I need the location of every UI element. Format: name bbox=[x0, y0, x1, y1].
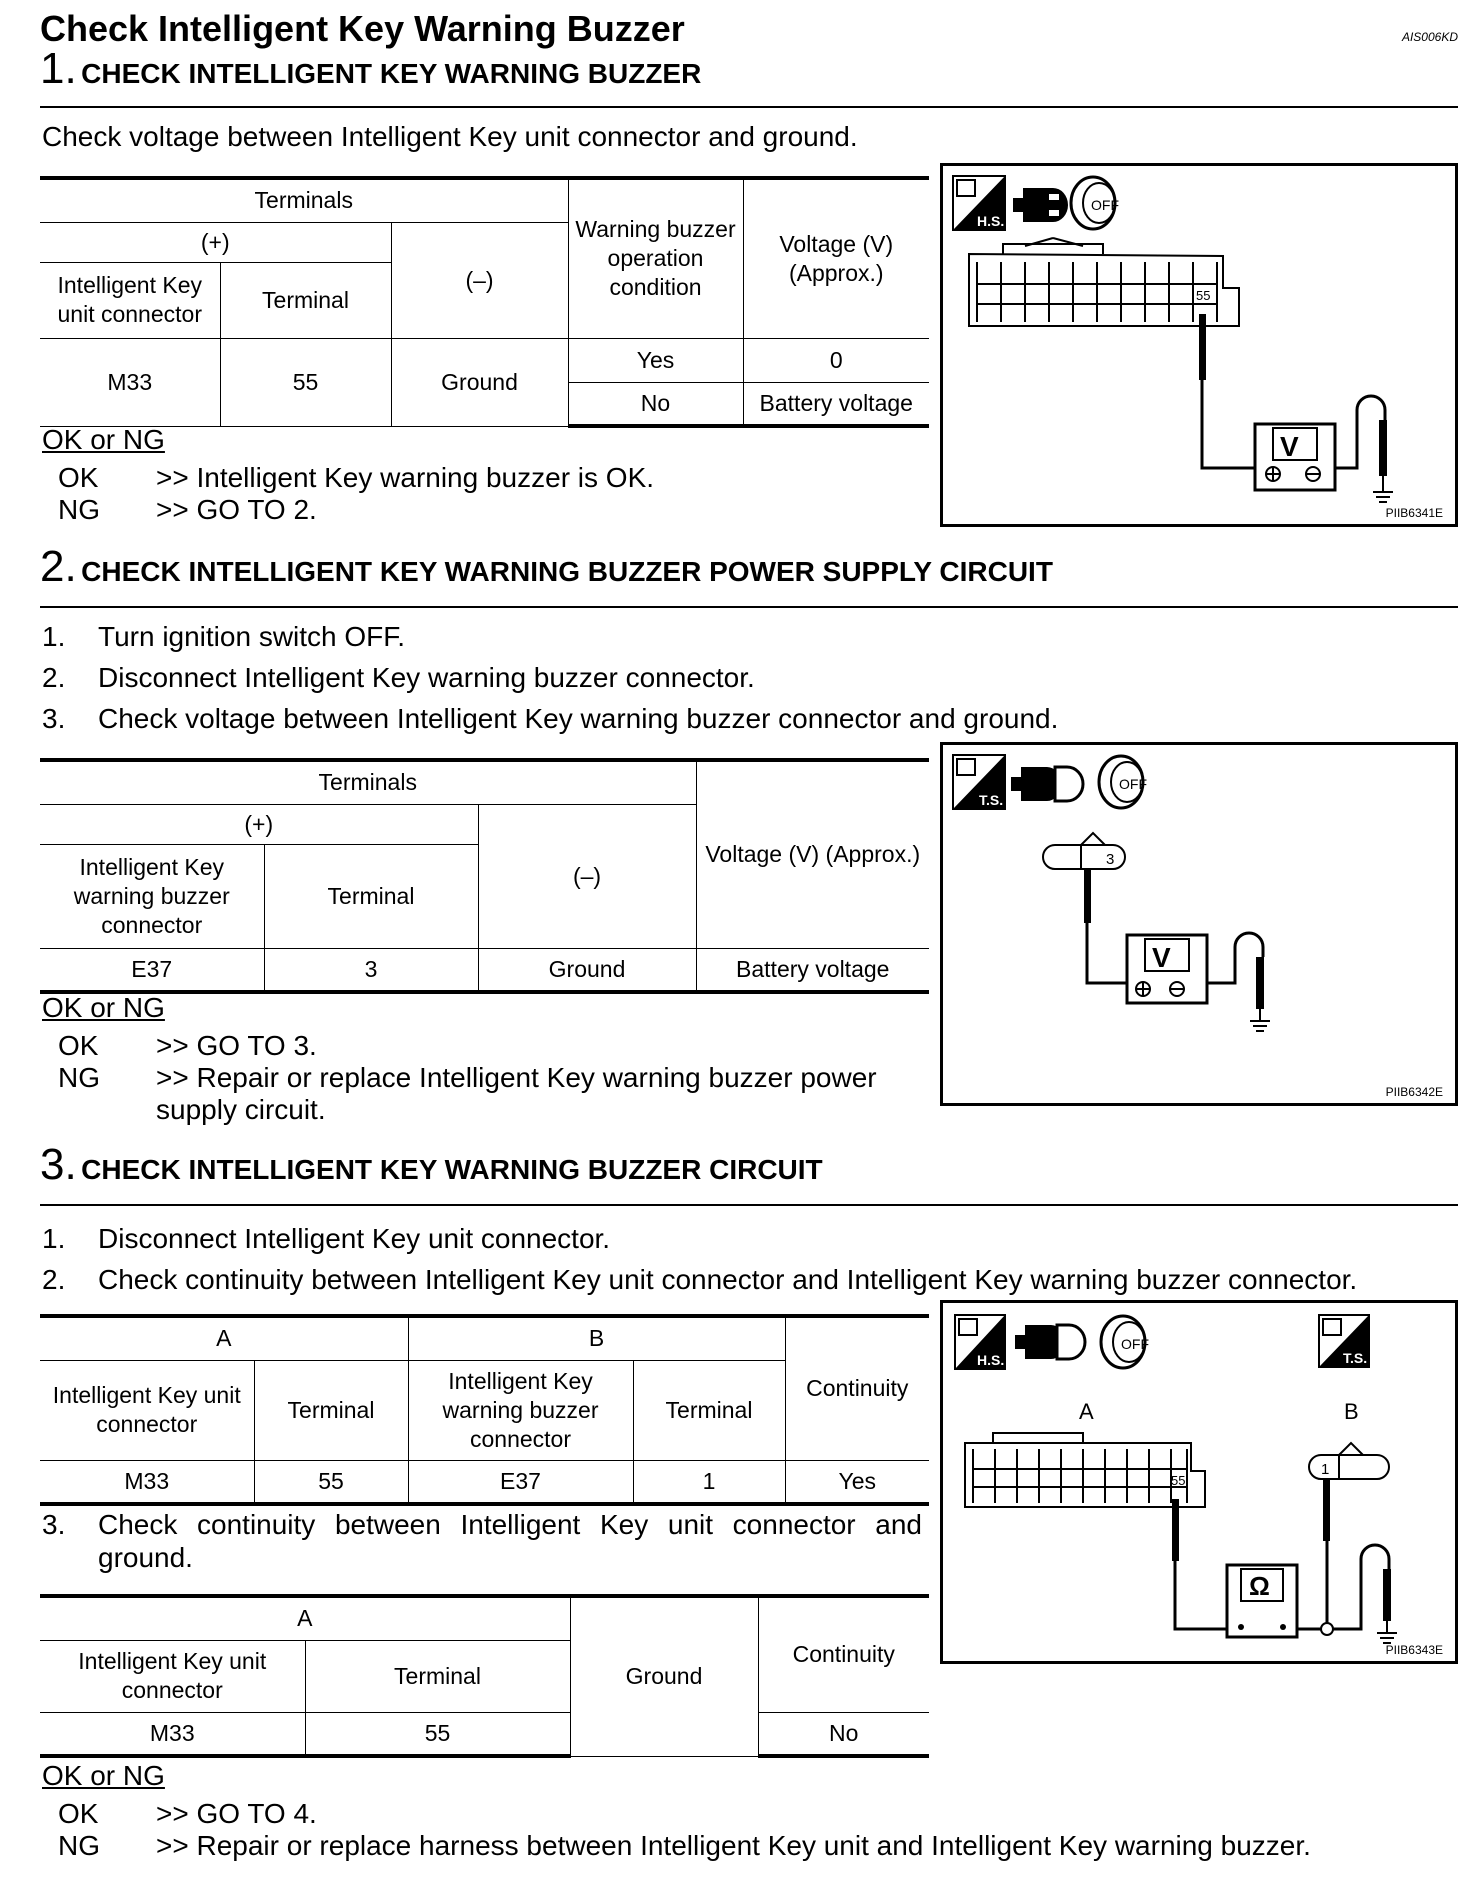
voltmeter-icon bbox=[1127, 935, 1207, 1003]
ok-text: >> GO TO 3. bbox=[156, 1030, 317, 1061]
ignition-key-icon bbox=[1101, 1316, 1149, 1368]
step1-voltage-header: Voltage (V) (Approx.) bbox=[743, 178, 929, 338]
svg-text:V: V bbox=[1152, 942, 1171, 973]
list-item: Disconnect Intelligent Key unit connector. bbox=[98, 1223, 611, 1254]
col-a-header: A bbox=[40, 1316, 408, 1360]
connector-cell: M33 bbox=[40, 1712, 305, 1756]
step2-ok-ng bbox=[42, 992, 922, 1126]
terminal-b-header: Terminal bbox=[633, 1360, 785, 1460]
ng-label: NG bbox=[58, 1830, 100, 1861]
step1-condition-header: Warning buzzer operation condition bbox=[568, 178, 743, 338]
step1-minus-header: (–) bbox=[391, 222, 568, 338]
step2-connector-cell: E37 bbox=[40, 948, 264, 992]
continuity-header: Continuity bbox=[758, 1596, 929, 1712]
step2-table bbox=[40, 758, 929, 994]
svg-text:OFF: OFF bbox=[1121, 1336, 1149, 1352]
terminal-a-header: Terminal bbox=[254, 1360, 408, 1460]
ignition-key-icon bbox=[1071, 177, 1119, 229]
step3-header bbox=[40, 1140, 823, 1190]
step1-condition-cell: Yes bbox=[568, 338, 743, 382]
ng-text: >> GO TO 2. bbox=[156, 494, 317, 525]
list-item: Disconnect Intelligent Key warning buzzer connector. bbox=[98, 662, 755, 693]
connector-a-header: Intelligent Key unit connector bbox=[40, 1360, 254, 1460]
step1-diagram bbox=[943, 166, 1455, 524]
figure-code: PIIB6341E bbox=[1385, 506, 1443, 520]
step2-voltage-header: Voltage (V) (Approx.) bbox=[696, 760, 929, 948]
step3-figure bbox=[940, 1300, 1458, 1664]
step2-ground-cell: Ground bbox=[478, 948, 696, 992]
step3-item3: 3. Check continuity between Intelligent Key unit connector and ground. bbox=[42, 1509, 922, 1573]
ng-text: >> Repair or replace harness between Intelligent Key unit and Intelligent Key warning buzzer. bbox=[156, 1830, 1311, 1861]
ng-label: NG bbox=[58, 494, 100, 525]
step1-voltage-cell: 0 bbox=[743, 338, 929, 382]
ts-badge-icon bbox=[1319, 1315, 1369, 1367]
figure-code: PIIB6343E bbox=[1385, 1643, 1443, 1657]
step2-voltage-cell: Battery voltage bbox=[696, 948, 929, 992]
step2-number: 2. bbox=[40, 542, 77, 591]
ng-label: NG bbox=[58, 1062, 100, 1093]
col-a-header: A bbox=[40, 1596, 570, 1640]
svg-text:T.S.: T.S. bbox=[1343, 1350, 1368, 1366]
terminal-b-cell: 1 bbox=[633, 1460, 785, 1504]
ground-lead bbox=[1333, 1545, 1389, 1629]
svg-text:OFF: OFF bbox=[1091, 197, 1119, 213]
step1-terminal-cell: 55 bbox=[220, 338, 391, 426]
ok-label: OK bbox=[58, 1798, 99, 1829]
probe-icon bbox=[1256, 957, 1264, 1009]
doc-code: AIS006KD bbox=[1401, 30, 1458, 44]
step2-diagram bbox=[943, 745, 1455, 1103]
connector-b-header: Intelligent Key warning buzzer connector bbox=[408, 1360, 633, 1460]
step3-diagram bbox=[943, 1303, 1455, 1661]
pin-label: 55 bbox=[1171, 1473, 1186, 1488]
list-item: Check voltage between Intelligent Key warning buzzer connector and ground. bbox=[98, 703, 1059, 734]
step2-terminal-header: Terminal bbox=[264, 844, 478, 948]
step2-header bbox=[40, 542, 1053, 592]
ok-ng-heading: OK or NG bbox=[42, 1760, 165, 1791]
step2-connector-header: Intelligent Key warning buzzer connector bbox=[40, 844, 264, 948]
figure-code: PIIB6342E bbox=[1385, 1085, 1443, 1099]
ground-cell: Ground bbox=[570, 1596, 758, 1756]
svg-text:V: V bbox=[1280, 431, 1299, 462]
probe-icon bbox=[1379, 420, 1387, 476]
continuity-cell: Yes bbox=[785, 1460, 929, 1504]
test-lead bbox=[1297, 1541, 1327, 1629]
junction-icon bbox=[1321, 1623, 1333, 1635]
ground-icon bbox=[1377, 1621, 1397, 1643]
step1-terminal-header: Terminal bbox=[220, 262, 391, 338]
connector-disconnect-icon bbox=[1011, 767, 1083, 801]
step1-header bbox=[40, 44, 701, 94]
connector-a-label: A bbox=[1079, 1399, 1094, 1424]
step3-table1 bbox=[40, 1314, 929, 1506]
ground-lead bbox=[1207, 933, 1263, 983]
step2-heading: CHECK INTELLIGENT KEY WARNING BUZZER POWER SUPPLY CIRCUIT bbox=[81, 556, 1053, 587]
step1-ground-cell: Ground bbox=[391, 338, 568, 426]
connector-header: Intelligent Key unit connector bbox=[40, 1640, 305, 1712]
ground-icon bbox=[1250, 1009, 1270, 1031]
connector-b-cell: E37 bbox=[408, 1460, 633, 1504]
svg-text:H.S.: H.S. bbox=[977, 1352, 1005, 1368]
continuity-header: Continuity bbox=[785, 1316, 929, 1460]
ts-badge-icon bbox=[953, 755, 1005, 809]
step1-voltage-cell: Battery voltage bbox=[743, 382, 929, 426]
ohmmeter-icon bbox=[1227, 1565, 1297, 1637]
step2-figure bbox=[940, 742, 1458, 1106]
ground-icon bbox=[1373, 476, 1393, 502]
list-item: Check continuity between Intelligent Key unit connector and ground. bbox=[98, 1509, 922, 1573]
svg-text:Ω: Ω bbox=[1249, 1571, 1270, 1601]
test-lead bbox=[1202, 380, 1259, 468]
ground-lead bbox=[1335, 396, 1385, 468]
step2-rule bbox=[40, 606, 1458, 608]
terminal-header: Terminal bbox=[305, 1640, 570, 1712]
continuity-cell: No bbox=[758, 1712, 929, 1756]
probe-icon bbox=[1084, 869, 1091, 923]
step3-list: 1. Disconnect Intelligent Key unit connector. 2. Check continuity between Intelligent Key unit connector and Intelligent Key warning buzzer connector. bbox=[42, 1223, 1358, 1295]
step3-rule bbox=[40, 1204, 1458, 1206]
connector-a-cell: M33 bbox=[40, 1460, 254, 1504]
voltmeter-icon bbox=[1255, 424, 1335, 490]
step2-terminal-cell: 3 bbox=[264, 948, 478, 992]
pin-label: 3 bbox=[1106, 851, 1115, 868]
test-lead bbox=[1087, 923, 1129, 983]
step1-terminals-header: Terminals bbox=[40, 178, 568, 222]
page-title: Check Intelligent Key Warning Buzzer bbox=[40, 8, 685, 49]
step3-heading: CHECK INTELLIGENT KEY WARNING BUZZER CIRCUIT bbox=[81, 1154, 823, 1185]
step1-heading: CHECK INTELLIGENT KEY WARNING BUZZER bbox=[81, 58, 702, 89]
ok-text: >> GO TO 4. bbox=[156, 1798, 317, 1829]
probe-icon bbox=[1199, 314, 1206, 380]
step1-ok-ng bbox=[42, 424, 654, 526]
step3-ok-ng bbox=[42, 1760, 1311, 1862]
probe-icon bbox=[1172, 1499, 1179, 1561]
ok-ng-heading: OK or NG bbox=[42, 992, 165, 1023]
step1-connector-header: Intelligent Key unit connector bbox=[40, 262, 220, 338]
test-lead bbox=[1175, 1561, 1229, 1629]
step1-connector-cell: M33 bbox=[40, 338, 220, 426]
step2-terminals-header: Terminals bbox=[40, 760, 696, 804]
ok-label: OK bbox=[58, 1030, 99, 1061]
step1-rule bbox=[40, 106, 1458, 108]
probe-icon bbox=[1383, 1569, 1391, 1621]
step1-figure bbox=[940, 163, 1458, 527]
terminal-cell: 55 bbox=[305, 1712, 570, 1756]
ignition-key-icon bbox=[1099, 756, 1147, 808]
col-b-header: B bbox=[408, 1316, 785, 1360]
ok-label: OK bbox=[58, 462, 99, 493]
step2-minus-header: (–) bbox=[478, 804, 696, 948]
probe-icon bbox=[1323, 1479, 1330, 1541]
ok-text: >> Intelligent Key warning buzzer is OK. bbox=[156, 462, 655, 493]
step3-table2 bbox=[40, 1594, 929, 1758]
svg-text:OFF: OFF bbox=[1119, 776, 1147, 792]
step2-list: 1. Turn ignition switch OFF. 2. Disconnect Intelligent Key warning buzzer connector. 3. Check voltage between Intelligent Key warning buzzer connector and ground. bbox=[42, 621, 1059, 734]
ok-ng-heading: OK or NG bbox=[42, 424, 165, 455]
step1-instruction: Check voltage between Intelligent Key unit connector and ground. bbox=[42, 121, 858, 152]
terminal-a-cell: 55 bbox=[254, 1460, 408, 1504]
pin-label: 1 bbox=[1321, 1461, 1330, 1478]
step2-plus-header: (+) bbox=[40, 804, 478, 844]
svg-text:T.S.: T.S. bbox=[979, 792, 1004, 808]
hs-badge-icon bbox=[955, 1315, 1005, 1369]
svg-text:H.S.: H.S. bbox=[977, 213, 1005, 229]
pin-label: 55 bbox=[1196, 288, 1211, 303]
step1-number: 1. bbox=[40, 44, 77, 93]
list-item: Turn ignition switch OFF. bbox=[98, 621, 406, 652]
hs-badge-icon bbox=[953, 176, 1005, 230]
connector-b-label: B bbox=[1344, 1399, 1359, 1424]
step1-table bbox=[40, 176, 929, 428]
list-item: Check continuity between Intelligent Key unit connector and Intelligent Key warning buzzer connector. bbox=[98, 1264, 1358, 1295]
connector-disconnect-icon bbox=[1015, 1325, 1085, 1359]
unit-connector-icon bbox=[965, 1433, 1205, 1507]
step1-condition-cell: No bbox=[568, 382, 743, 426]
step3-number: 3. bbox=[40, 1140, 77, 1189]
ng-text: >> Repair or replace Intelligent Key warning buzzer power supply circuit. bbox=[156, 1062, 877, 1125]
unit-connector-icon bbox=[969, 238, 1239, 326]
step1-plus-header: (+) bbox=[40, 222, 391, 262]
connector-disconnect-icon bbox=[1013, 188, 1068, 222]
